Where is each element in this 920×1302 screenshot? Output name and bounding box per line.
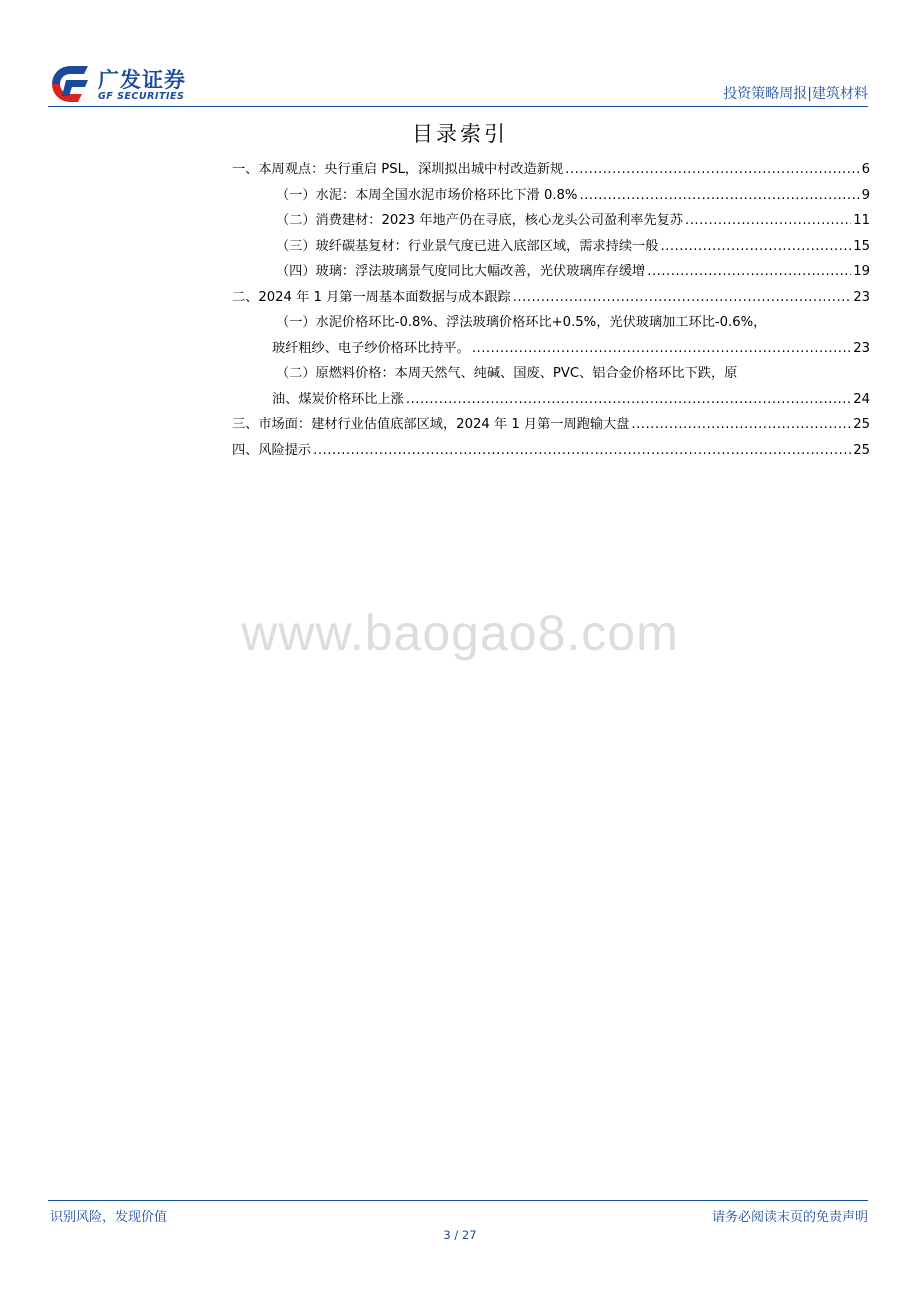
page-header [48, 62, 868, 108]
toc-entry-page: 11 [853, 213, 870, 228]
table-of-contents [232, 157, 870, 463]
toc-leader-dots [647, 259, 851, 285]
toc-entry-line2 [232, 336, 870, 362]
toc-leader-dots [660, 234, 851, 260]
toc-entry[interactable] [232, 259, 870, 285]
toc-leader-dots [631, 412, 851, 438]
logo-chinese-text: 广发证券 [98, 68, 186, 92]
toc-entry[interactable] [232, 361, 870, 412]
toc-entry-page: 15 [853, 238, 870, 254]
header-divider [48, 106, 868, 107]
logo-english-text: GF SECURITIES [98, 91, 185, 102]
toc-entry-label-line1: （一）水泥价格环比-0.8%、浮法玻璃价格环比+0.5%，光伏玻璃加工环比-0.6%， [276, 315, 767, 330]
toc-leader-dots [565, 157, 859, 183]
toc-entry[interactable] [232, 208, 870, 234]
toc-entry-label: 四、风险提示 [232, 442, 312, 458]
toc-entry-label-line1: （二）原燃料价格：本周天然气、纯碱、国废、PVC、铝合金价格环比下跌，原 [276, 366, 738, 381]
toc-entry-label: 一、本周观点：央行重启 PSL，深圳拟出城中村改造新规 [232, 162, 564, 177]
toc-entry-page: 19 [853, 264, 870, 279]
toc-entry-label: 二、2024 年 1 月第一周基本面数据与成本跟踪 [232, 289, 511, 305]
toc-entry[interactable] [232, 438, 870, 464]
toc-leader-dots [406, 387, 851, 413]
toc-entry-label: （三）玻纤碳基复材：行业景气度已进入底部区域，需求持续一般 [276, 238, 659, 254]
footer-slogan: 识别风险，发现价值 [50, 1210, 168, 1225]
toc-entry-page: 23 [853, 340, 870, 356]
toc-entry[interactable] [232, 412, 870, 438]
toc-entry-label: （四）玻璃：浮法玻璃景气度同比大幅改善，光伏玻璃库存缓增 [276, 264, 646, 279]
toc-entry-label-line2: 油、煤炭价格环比上涨 [272, 391, 404, 407]
toc-entry[interactable] [232, 285, 870, 311]
toc-entry-label: （二）消费建材：2023 年地产仍在寻底，核心龙头公司盈利率先复苏 [276, 213, 684, 228]
toc-leader-dots [472, 336, 851, 362]
toc-entry-label-line2: 玻纤粗纱、电子纱价格环比持平。 [272, 340, 470, 356]
toc-entry-page: 6 [861, 162, 870, 177]
toc-entry-label: 三、市场面：建材行业估值底部区域，2024 年 1 月第一周跑输大盘 [232, 417, 630, 432]
toc-entry-page: 24 [853, 391, 870, 407]
toc-entry-label: （一）水泥：本周全国水泥市场价格环比下滑 0.8% [276, 187, 578, 203]
footer-disclaimer-note: 请务必阅读末页的免责声明 [711, 1210, 868, 1225]
toc-leader-dots [579, 183, 859, 209]
toc-leader-dots [313, 438, 851, 464]
toc-entry-page: 23 [853, 289, 870, 305]
page-number: 3 / 27 [443, 1228, 477, 1242]
toc-leader-dots [513, 285, 852, 311]
toc-entry[interactable] [232, 310, 870, 361]
report-type-label: 投资策略周报|建筑材料 [723, 86, 868, 102]
toc-entry[interactable] [232, 183, 870, 209]
toc-entry-line2 [232, 387, 870, 413]
footer-divider [48, 1200, 868, 1201]
toc-entry-page: 9 [861, 187, 870, 203]
toc-entry-page: 25 [853, 417, 870, 432]
toc-title: 目录索引 [412, 122, 508, 146]
toc-entry[interactable] [232, 234, 870, 260]
watermark: www.baogao8.com [241, 605, 679, 661]
toc-leader-dots [685, 208, 851, 234]
toc-entry-page: 25 [853, 442, 870, 458]
toc-entry[interactable] [232, 157, 870, 183]
